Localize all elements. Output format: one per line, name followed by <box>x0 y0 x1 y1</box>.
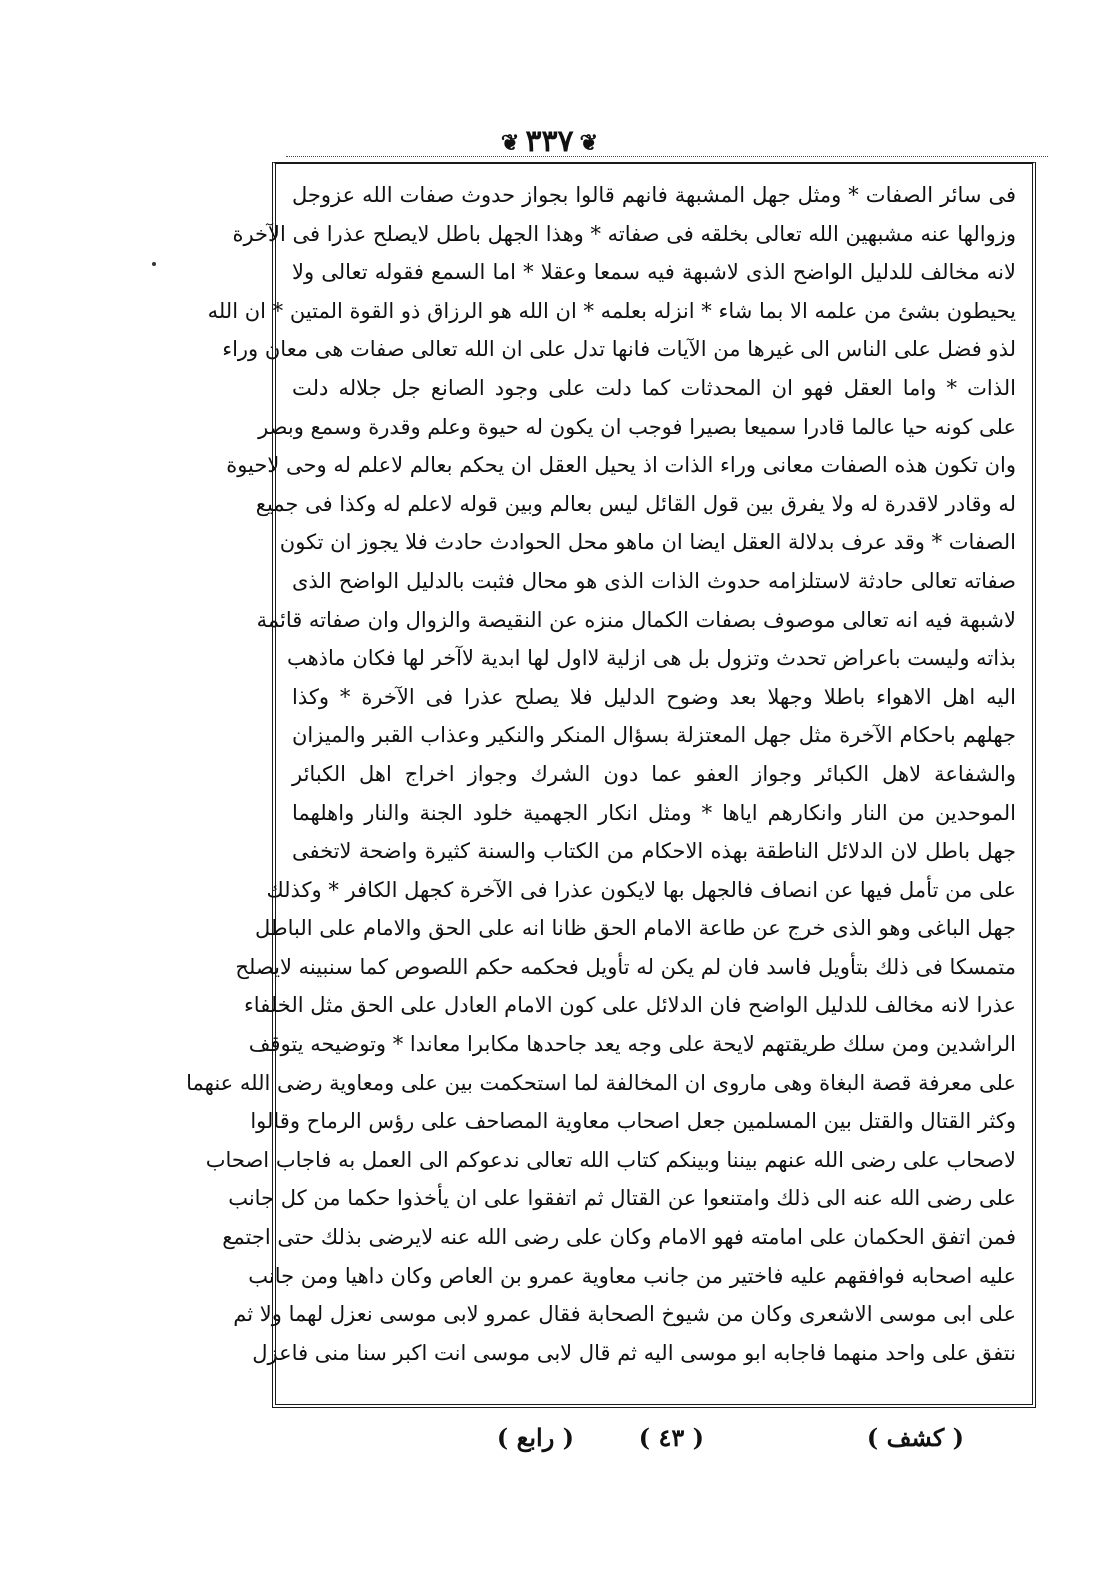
text-line: جهلهم باحكام الآخرة مثل جهل المعتزلة بسؤال المنكر والنكير وعذاب القبر والميزان <box>292 723 1016 748</box>
text-line: لانه مخالف للدليل الواضح الذى لاشبهة فيه سمعا وعقلا * اما السمع فقوله تعالى ولا <box>292 260 1017 285</box>
text-line: وكثر القتال والقتل بين المسلمين جعل اصحاب معاوية المصاحف على رؤس الرماح وقالوا <box>250 1109 1016 1134</box>
text-line: عليه اصحابه فوافقهم عليه فاختير من جانب معاوية عمرو بن العاص وكان داهيا ومن جانب <box>248 1263 1016 1288</box>
signature-rabi: ( رابع ) <box>496 1423 574 1452</box>
text-frame <box>186 162 1036 1408</box>
text-line: جهل باطل لان الدلائل الناطقة بهذه الاحكام من الكتاب والسنة كثيرة واضحة لاتخفى <box>292 839 1016 864</box>
text-line: عذرا لانه مخالف للدليل الواضح فان الدلائل على كون الامام العادل على الحق مثل الخلفاء <box>243 993 1016 1018</box>
signature-number: ( ٤٣ ) <box>638 1423 704 1452</box>
text-line: صفاته تعالى حادثة لاستلزامه حدوث الذات الذى هو محال فثبت بالدليل الواضح الذى <box>292 568 1016 593</box>
text-line: على ابى موسى الاشعرى وكان من شيوخ الصحابة فقال عمرو لابى موسى نعزل لهما ولا ثم <box>233 1302 1016 1327</box>
text-line: الذات * واما العقل فهو ان المحدثات كما دلت على وجود الصانع جل جلاله دلت <box>292 375 1016 400</box>
page-footer <box>272 1418 1036 1458</box>
text-line: الموحدين من النار وانكارهم اياها * ومثل انكار الجهمية خلود الجنة والنار واهلهما <box>292 800 1016 825</box>
text-line: فى سائر الصفات * ومثل جهل المشبهة فانهم قالوا بجواز حدوث صفات الله عزوجل <box>292 183 1016 207</box>
text-line: متمسكا فى ذلك بتأويل فاسد فان لم يكن له تأويل فحكمه حكم اللصوص كما سنبينه لايصلح <box>235 954 1016 979</box>
text-line: له وقادر لاقدرة له ولا يفرق بين قول القائل ليس بعالم وبين قوله لاعلم له وكذا فى جميع <box>255 491 1016 516</box>
text-line: على رضى الله عنه الى ذلك وامتنعوا عن القتال ثم اتفقوا على ان يأخذوا حكما من كل جانب <box>228 1186 1016 1211</box>
ornament-left-icon: ❦ <box>500 130 520 156</box>
text-line: والشفاعة لاهل الكبائر وجواز العفو عما دون الشرك وجواز اخراج اهل الكبائر <box>292 761 1016 786</box>
text-line: لذو فضل على الناس الى غيرها من الآيات فانها تدل على ان الله تعالى صفات هى معان وراء <box>222 337 1016 362</box>
page-number-text: ٣٣٧ <box>525 124 574 159</box>
text-line: الصفات * وقد عرف بدلالة العقل ايضا ان ماهو محل الحوادث حادث فلا يجوز ان تكون <box>279 530 1016 555</box>
header-rule <box>286 156 1048 157</box>
text-line: اليه اهل الاهواء باطلا وجهلا بعد وضوح الدليل فلا يصلح عذرا فى الآخرة * وكذا <box>292 684 1016 709</box>
text-line: جهل الباغى وهو الذى خرج عن طاعة الامام الحق ظانا انه على الحق والامام على الباطل <box>255 916 1016 941</box>
text-line: فمن اتفق الحكمان على امامته فهو الامام وكان على رضى الله عنه لايرضى بذلك حتى اجتمع <box>222 1225 1016 1250</box>
text-block <box>186 176 1032 1372</box>
text-line: لاصحاب على رضى الله عنهم بيننا وبينكم كتاب الله تعالى ندعوكم الى العمل به فاجاب اصحاب <box>205 1147 1016 1172</box>
text-line: على كونه حيا عالما قادرا سميعا بصيرا فوجب ان يكون له حيوة وعلم وقدرة وسمع وبصر <box>258 414 1016 439</box>
text-line: وان تكون هذه الصفات معانى وراء الذات اذ يحيل العقل ان يحكم بعالم لاعلم له وحى لاحيوة <box>226 453 1016 478</box>
signature-kashf: ( كشف ) <box>866 1423 964 1452</box>
text-line: نتفق على واحد منهما فاجابه ابو موسى اليه ثم قال لابى موسى انت اكبر سنا منى فاعزل <box>252 1340 1016 1365</box>
text-line: بذاته وليست باعراض تحدث وتزول بل هى ازلية لااول لها ابدية لاآخر لها فكان ماذهب <box>286 646 1016 671</box>
text-line: يحيطون بشئ من علمه الا بما شاء * انزله بعلمه * ان الله هو الرزاق ذو القوة المتين * ان الله <box>207 298 1016 323</box>
margin-speck <box>152 262 156 266</box>
ornament-right-icon: ❦ <box>579 130 599 156</box>
text-line: لاشبهة فيه انه تعالى موصوف بصفات الكمال منزه عن النقيصة والزوال وان صفاته قائمة <box>256 607 1016 632</box>
text-line: على معرفة قصة البغاة وهى ماروى ان المخالفة لما استحكمت بين على ومعاوية رضى الله عنهما <box>186 1070 1016 1095</box>
text-line: على من تأمل فيها عن انصاف فالجهل بها لايكون عذرا فى الآخرة كجهل الكافر * وكذلك <box>266 877 1016 902</box>
text-line: وزوالها عنه مشبهين الله تعالى بخلقه فى صفاته * وهذا الجهل باطل لايصلح عذرا فى الآخرة <box>232 221 1016 246</box>
text-line: الراشدين ومن سلك طريقتهم لايحة على وجه يعد جاحدها مكابرا معاندا * وتوضيحه يتوقف <box>248 1032 1016 1057</box>
